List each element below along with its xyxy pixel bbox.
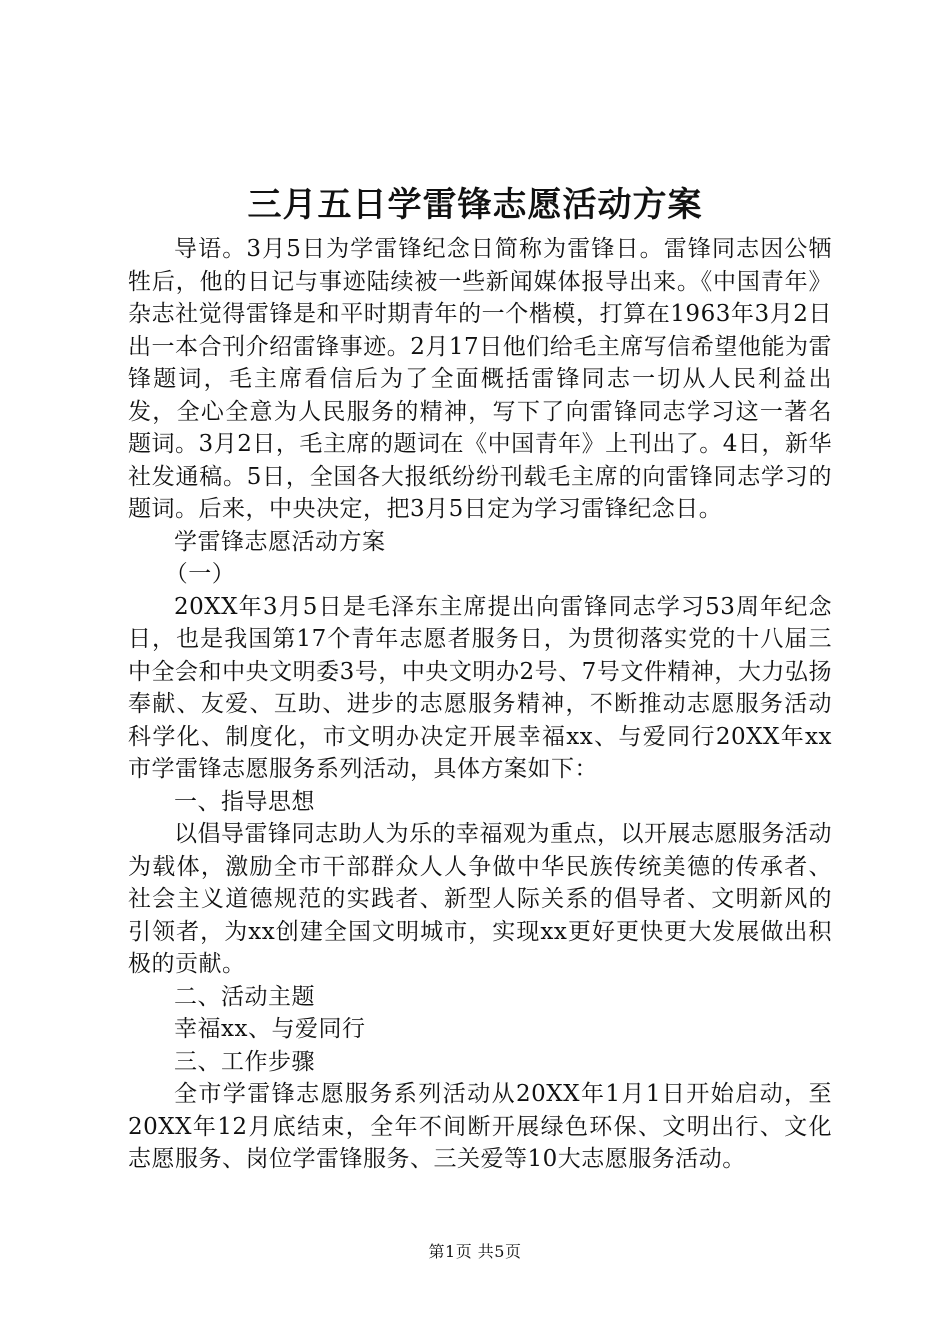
subtitle-paragraph: 学雷锋志愿活动方案	[174, 528, 386, 555]
section2-heading: 二、活动主题	[174, 983, 315, 1010]
background-paragraph: 20XX年3月5日是毛泽东主席提出向雷锋同志学习53周年纪念日，也是我国第17个青年志愿者服务日，为贯彻落实党的十八届三中全会和中央文明委3号，中央文明办2号、7号文件精神，大力弘扬奉献、友爱、互助、进步的志愿服务精神，不断推动志愿服务活动科学化、制度化，市文明办决定开展幸福xx、与爱同行20XX年xx市学雷锋志愿服务系列活动，具体方案如下：	[128, 593, 832, 782]
document-body	[128, 233, 832, 1176]
section1-heading: 一、指导思想	[174, 788, 315, 815]
section3-body: 全市学雷锋志愿服务系列活动从20XX年1月1日开始启动，至20XX年12月底结束，全年不间断开展绿色环保、文明出行、文化志愿服务、岗位学雷锋服务、三关爱等10大志愿服务活动。	[128, 1081, 832, 1172]
document-title: 三月五日学雷锋志愿活动方案	[247, 185, 703, 225]
page-footer: 第1页 共5页	[428, 1242, 522, 1261]
section1-body: 以倡导雷锋同志助人为乐的幸福观为重点，以开展志愿服务活动为载体，激励全市干部群众人人争做中华民族传统美德的传承者、社会主义道德规范的实践者、新型人际关系的倡导者、文明新风的引领者，为xx创建全国文明城市，实现xx更好更快更大发展做出积极的贡献。	[128, 821, 832, 977]
part-one-label: （一）	[164, 561, 236, 587]
section3-heading: 三、工作步骤	[174, 1048, 315, 1075]
section2-body: 幸福xx、与爱同行	[174, 1016, 366, 1042]
intro-paragraph: 导语。3月5日为学雷锋纪念日简称为雷锋日。雷锋同志因公牺牲后，他的日记与事迹陆续被一些新闻媒体报导出来。《中国青年》杂志社觉得雷锋是和平时期青年的一个楷模，打算在1963年3月2日出一本合刊介绍雷锋事迹。2月17日他们给毛主席写信希望他能为雷锋题词，毛主席看信后为了全面概括雷锋同志一切从人民利益出发，全心全意为人民服务的精神，写下了向雷锋同志学习这一著名题词。3月2日，毛主席的题词在《中国青年》上刊出了。4日，新华社发通稿。5日，全国各大报纸纷纷刊载毛主席的向雷锋同志学习的题词。后来，中央决定，把3月5日定为学习雷锋纪念日。	[128, 236, 832, 522]
